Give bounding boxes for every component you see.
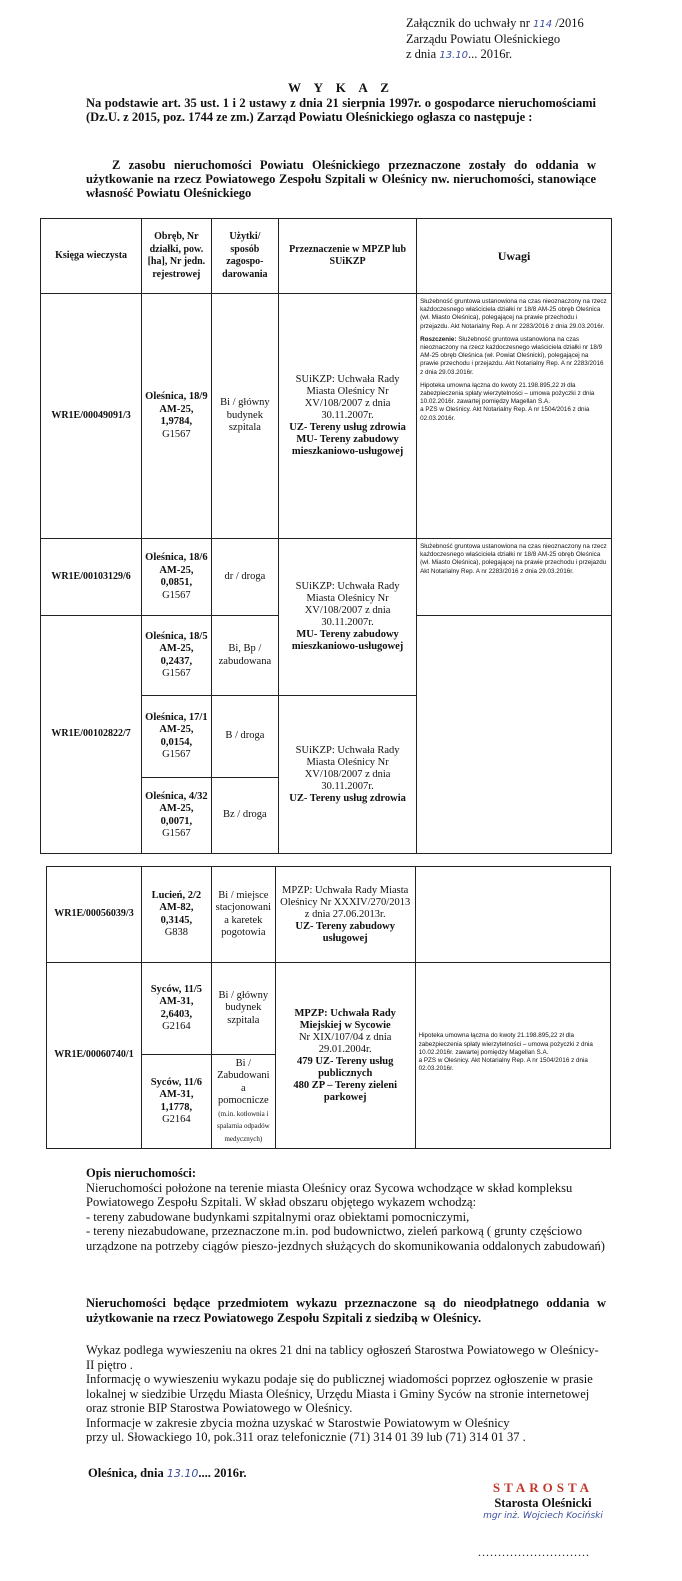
registration-unit: G1567 [162, 749, 191, 760]
description-item: - tereny zabudowane budynkami szpitalnymi oraz obiektami pomocniczymi, [86, 1209, 470, 1224]
intro2-paragraph: Z zasobu nieruchomości Powiatu Oleśnickiego przeznaczone zostały do oddania w użytkowanie na rzecz Powiatowego Zespołu Szpitali w Oleśnicy nw. nieruchomości, stanowiące własność Powiatu Oleśnickiego [86, 158, 596, 200]
land-use: Bi / główny budynek szpitala [211, 294, 278, 539]
mpzp-zone: MU- Tereny zabudowy mieszkaniowo-usługowej [291, 629, 404, 652]
handwritten-number: 114 [533, 19, 553, 30]
mpzp-zone: 480 ZP – Tereny zieleni parkowej [293, 1079, 398, 1103]
property-description [86, 1166, 606, 1253]
mpzp-resolution: SUiKZP: Uchwała Rady Miasta Oleśnicy Nr XV/108/2007 z dnia 30.11.2007r. [295, 374, 400, 421]
description-item: - tereny niezabudowane, przeznaczone m.in. pod budownictwo, zieleń parkową ( grunty częściowo urządzone na potrzeby ciągów pieszo-jezdnych służących do skomunikowania oddalonych zabudowań) [86, 1224, 605, 1253]
land-use: Bz / droga [211, 778, 278, 854]
header-uwagi: Uwagi [417, 219, 612, 294]
plot-info: Oleśnica, 4/32 AM-25, 0,0071, [145, 790, 208, 827]
registration-unit: G1567 [162, 668, 191, 679]
land-use: Bi / miejsce stacjonowani a karetek pogotowia [211, 867, 275, 963]
handwritten-date: 13.10 [439, 50, 468, 61]
land-register: WR1E/00060740/1 [47, 963, 142, 1149]
mpzp-resolution: MPZP: Uchwała Rady Miasta Oleśnicy Nr XXXIV/270/2013 z dnia 27.06.2013r. [280, 884, 411, 920]
mpzp-zone: UZ- Tereny zabudowy usługowej [295, 920, 395, 944]
purpose-statement: Nieruchomości będące przedmiotem wykazu przeznaczone są do nieodpłatnego oddania w użytkowanie na rzecz Powiatowego Zespołu Szpitali z siedzibą w Oleśnicy. [86, 1296, 606, 1325]
posting-text: Wykaz podlega wywieszeniu na okres 21 dni na tablicy ogłoszeń Starostwa Powiatowego w Oleśnicy-II piętro . [86, 1343, 599, 1372]
mpzp-zone: UZ- Tereny usług zdrowia [289, 792, 406, 804]
document-title: W Y K A Z [288, 80, 394, 95]
signature-line: ............................ [478, 1545, 590, 1559]
handwritten-date: 13.10 [166, 1467, 199, 1480]
issue-date: Oleśnica, dnia 13.10.... 2016r. [88, 1466, 247, 1480]
header-mpzp: Przeznaczenie w MPZP lub SUiKZP [279, 219, 417, 294]
remark-mortgage: Hipoteka umowna łączna do kwoty 21.198.895,22 zł dla zabezpieczenia spłaty wierzytelności – umowa pożyczki z dnia 10.02.2016r. zawartej pomiędzy Magellan S.A. [420, 381, 595, 406]
publication-text: Informację o wywieszeniu wykazu podaje się do publicznej wiadomości poprzez ogłoszenie w prasie lokalnej w siedzibie Urzędu Miasta Oleśnicy, Urzędu Miasta i Gminy Syców na stronie internetowej oraz stronie BIP Starostwa Powiatowego w Oleśnicy. [86, 1372, 593, 1415]
land-use: B / droga [211, 696, 278, 778]
description-text: Nieruchomości położone na terenie miasta Oleśnicy oraz Sycowa wchodzące w skład kompleksu Powiatowego Zespołu Szpitali. W skład obszaru objętego wykazem wchodzą: [86, 1180, 573, 1209]
remarks [415, 963, 610, 1149]
signature-block [478, 1480, 608, 1521]
land-use: dr / droga [211, 539, 278, 616]
header-kw: Księga wieczysta [41, 219, 142, 294]
mpzp-resolution: MPZP: Uchwała Rady Miejskiej w Sycowie [294, 1007, 396, 1031]
attachment-label: Załącznik do uchwały nr [406, 16, 530, 30]
remarks: Służebność gruntowa ustanowiona na czas nieoznaczony na rzecz każdoczesnego właściciela działki nr 18/8 AM-25 obręb Oleśnica (wł. Miasto Oleśnica), polegającej na prawie przechodu i przejazdu Akt Notarialny Rep. A nr 2283/2016 z dnia 29.03.2016r. [417, 539, 612, 616]
attachment-header: Załącznik do uchwały nr 114 /2016 Zarządu Powiatu Oleśnickiego z dnia 13.10... 2016r. [406, 16, 584, 61]
registration-unit: G1567 [162, 428, 191, 440]
land-register: WR1E/00103129/6 [41, 539, 142, 616]
contact-address: przy ul. Słowackiego 10, pok.311 oraz telefonicznie (71) 314 01 39 lub (71) 314 01 37 . [86, 1430, 526, 1444]
plot-info: Syców, 11/6 AM-31, 1,1778, [150, 1076, 203, 1113]
table-row [47, 867, 611, 963]
attachment-board: Zarządu Powiatu Oleśnickiego [406, 32, 561, 46]
remark-mortgage-deed: a PZS w Oleśnicy. Akt Notarialny Rep. A nr 1504/2016 z dnia 02.03.2016r. [420, 406, 590, 422]
remarks [417, 294, 612, 539]
remark-easement: Służebność gruntowa ustanowiona na czas nieoznaczony na rzecz każdoczesnego właściciela działki nr 18/8 AM-25 obręb Oleśnica (wł. Miasto Oleśnica), polegającej na prawie przechodu i przejazdu. Akt Notarialny Rep. A nr 2283/2016 z dnia 29.03.2016r. [420, 298, 607, 330]
table-row [47, 963, 611, 1055]
registration-unit: G2164 [162, 1114, 191, 1125]
mpzp-zone: 479 UZ- Tereny usług publicznych [297, 1055, 394, 1079]
registration-unit: G2164 [162, 1021, 191, 1032]
property-table-2 [46, 866, 611, 1149]
intro-paragraph: Na podstawie art. 35 ust. 1 i 2 ustawy z dnia 21 sierpnia 1997r. o gospodarce nieruchomościami (Dz.U. z 2015, poz. 1744 ze zm.) Zarząd Powiatu Oleśnickiego ogłasza co następuje : [86, 96, 596, 124]
land-use: Bi / Zabudowani a pomocnicze [217, 1057, 270, 1107]
land-register: WR1E/00056039/3 [47, 867, 142, 963]
mpzp-resolution: SUiKZP: Uchwała Rady Miasta Oleśnicy Nr XV/108/2007 z dnia 30.11.2007r. [295, 581, 400, 628]
header-uzytki: Użytki/ sposób zagospo- darowania [211, 219, 278, 294]
posting-info [86, 1343, 606, 1445]
land-use: Bi / główny budynek szpitala [211, 963, 275, 1055]
registration-unit: G838 [164, 927, 189, 938]
registration-unit: G1567 [162, 828, 191, 839]
remark-claim: Służebność gruntowa ustanowiona na czas nieoznaczony na rzecz każdoczesnego właściciela działki nr 18/9 AM-25 obręb Oleśnica (wł. Powiat Oleśnicki), polegającej na prawie przechodu i przejazdu. Akt Notarialny Rep. A nr 2283/2016 z dnia 29.03.2016r. [420, 335, 604, 376]
header-obreb: Obręb, Nr działki, pow. [ha], Nr jedn. rejestrowej [142, 219, 212, 294]
land-register: WR1E/00049091/3 [41, 294, 142, 539]
land-use-detail: (m.in. kotłownia i spalarnia odpadów medycznych) [216, 1109, 270, 1143]
contact-text: Informacje w zakresie zbycia można uzyskać w Starostwie Powiatowym w Oleśnicy [86, 1415, 510, 1430]
signatory-title: Starosta Oleśnicki [494, 1496, 592, 1510]
mpzp-resolution: SUiKZP: Uchwała Rady Miasta Oleśnicy Nr XV/108/2007 z dnia 30.11.2007r. [295, 744, 400, 792]
plot-info: Syców, 11/5 AM-31, 2,6403, [150, 983, 203, 1020]
property-table-1 [40, 218, 612, 854]
mpzp-zone: UZ- Tereny usług zdrowia [289, 422, 406, 433]
description-heading: Opis nieruchomości: [86, 1166, 197, 1180]
land-use: Bi, Bp / zabudowana [211, 616, 278, 696]
starosta-stamp: STAROSTA [492, 1480, 594, 1495]
remark-mortgage-deed: a PZS w Oleśnicy. Akt Notarialny Rep. A nr 1504/2016 z dnia 02.03.2016r. [418, 1057, 588, 1073]
mpzp-resolution-number: Nr XIX/107/04 z dnia 29.01.2004r. [298, 1031, 392, 1055]
mpzp-zone: MU- Tereny zabudowy mieszkaniowo-usługowej [291, 434, 404, 457]
remark-claim-heading: Roszczenie: [420, 335, 457, 343]
plot-info: Oleśnica, 17/1 AM-25, 0,0154, [145, 711, 208, 748]
signatory-name: mgr inż. Wojciech Kociński [483, 1511, 603, 1521]
plot-info: Oleśnica, 18/9 AM-25, 1,9784, [145, 391, 208, 427]
table-row [41, 294, 612, 539]
table-row [41, 539, 612, 616]
registration-unit: G1567 [162, 589, 191, 601]
plot-info: Oleśnica, 18/6 AM-25, 0,0851, [145, 552, 208, 588]
remark-mortgage: Hipoteka umowna łączna do kwoty 21.198.895,22 zł dla zabezpieczenia spłaty wierzytelności – umowa pożyczki z dnia 10.02.2016r. zawartej pomiędzy Magellan S.A. [418, 1032, 593, 1056]
plot-info: Oleśnica, 18/5 AM-25, 0,2437, [145, 630, 208, 667]
land-register: WR1E/00102822/7 [41, 616, 142, 854]
plot-info: Lucień, 2/2 AM-82, 0,3145, [151, 889, 202, 926]
